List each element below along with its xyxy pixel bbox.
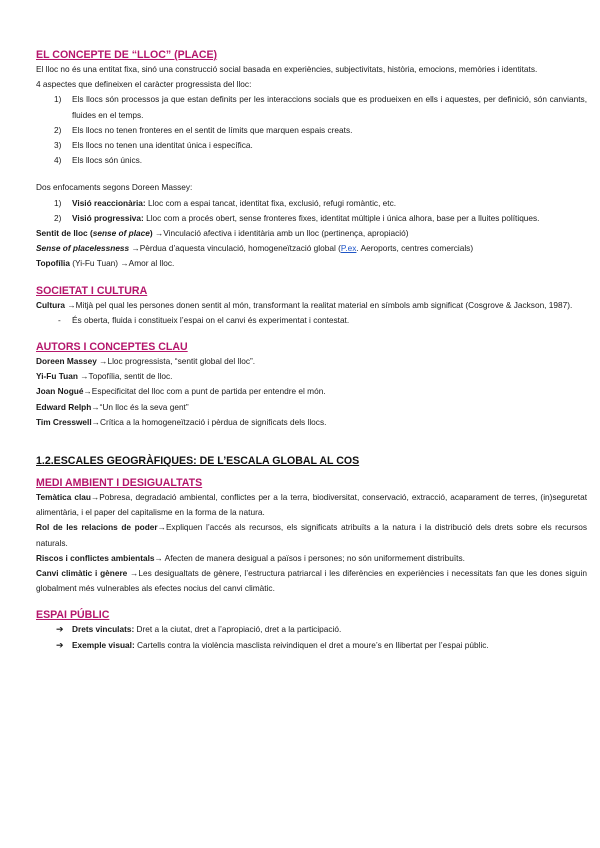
author-item (36, 384, 587, 399)
list-text: Els llocs no tenen fronteres en el sentit de límits que marquen espais creats. (72, 124, 353, 135)
term: Temàtica clau (36, 492, 91, 503)
section-title-autors: AUTORS I CONCEPTES CLAU (36, 341, 188, 354)
definition: →Les desigualtats de gènere, l’estructura patriarcal i les diferències en experiències i necessitats fan que les dones siguin globalment més vulnerables als efectes nocius del canvi climàtic. (36, 568, 588, 594)
cultura-definition (36, 298, 587, 313)
term-paren: sense of place (92, 228, 150, 239)
term: Cultura (36, 299, 66, 310)
list-item (36, 638, 587, 653)
list-item (36, 153, 587, 168)
espai-public-list (36, 622, 587, 652)
author-item (36, 369, 587, 384)
approaches-lead: Dos enfocaments segons Doreen Massey: (36, 182, 193, 193)
list-item (36, 138, 587, 153)
list-item (36, 92, 587, 122)
definition: →Mitjà pel qual les persones donen sentit al món, transformant la realitat material en símbols amb significat (Cosgrove & Jackson, 1987). (65, 299, 573, 310)
list-number: 4) (54, 155, 62, 166)
author-name: Joan Nogué (36, 386, 84, 397)
section-title-escales: 1.2.ESCALES GEOGRÀFIQUES: DE L’ESCALA GLOBAL AL COS (36, 455, 360, 468)
aspects-lead: 4 aspectes que defineixen el caràcter progressista del lloc: (36, 79, 252, 90)
author-name: Tim Cresswell (36, 416, 92, 427)
author-text: →Topofília, sentit de lloc. (77, 371, 173, 382)
definition: → Afecten de manera desigual a països i persones; no són uniformement distribuïts. (154, 552, 465, 563)
bullet-dash: - (58, 314, 61, 325)
medi-item (36, 551, 587, 566)
definition: →Pèrdua d’aquesta vinculació, homogeneïtzació global ( (129, 243, 341, 254)
author-text: →“Un lloc és la seva gent” (91, 401, 189, 412)
medi-item (36, 520, 587, 550)
author-item (36, 415, 587, 430)
author-text: →Crítica a la homogeneïtzació i pèrdua de significats dels llocs. (91, 416, 327, 427)
list-text: Dret a la ciutat, dret a l’apropiació, dret a la participació. (134, 624, 342, 635)
list-text: Cartells contra la violència masclista reivindiquen el dret a moure’s en llibertat per l’espai públic. (134, 639, 489, 650)
arrow-icon: ➔ (56, 639, 64, 650)
term: Drets vinculats: (72, 624, 135, 635)
list-item (36, 196, 587, 211)
list-text: Els llocs són processos ja que estan definits per les interaccions socials que es produeixen en ells i aquestes, per definició, són canviants, fluides en el temps. (72, 94, 587, 120)
list-number: 2) (54, 212, 62, 223)
aspects-list (36, 92, 587, 168)
author-name: Edward Relph (36, 401, 92, 412)
definition: →Expliquen l’accés als recursos, els significats atribuïts a la natura i la distribució dels drets sobre els recursos naturals. (36, 522, 587, 548)
author-item (36, 400, 587, 415)
author-text: →Lloc progressista, “sentit global del lloc”. (96, 356, 256, 367)
list-item (36, 622, 587, 637)
list-item (36, 313, 587, 328)
example-link[interactable]: P.ex (340, 243, 357, 254)
sense-of-place: Sentit de lloc (sense of place) →Vinculació afectiva i identitària amb un lloc (pertinença, apropiació) (36, 228, 409, 239)
arrow-icon: ➔ (56, 624, 64, 635)
term: Exemple visual: (72, 639, 135, 650)
topofilia (36, 256, 587, 271)
term: Visió progressiva: (72, 212, 144, 223)
term: Riscos i conflictes ambientals (36, 552, 155, 563)
definition: →Pobresa, degradació ambiental, conflictes per a la terra, biodiversitat, conservació, extracció, acaparament de terres, (in)seguretat alimentària, i el paper del capitalisme en la forma de la natura. (36, 492, 588, 518)
list-text: Els llocs són únics. (72, 155, 143, 166)
list-number: 1) (54, 197, 62, 208)
term: Canvi climàtic i gènere (36, 568, 128, 579)
author-name: Yi-Fu Tuan (36, 371, 78, 382)
section-title-espai-public: ESPAI PÚBLIC (36, 609, 110, 622)
medi-item (36, 566, 587, 596)
cultura-bullets (36, 313, 587, 328)
medi-item (36, 490, 587, 520)
list-number: 3) (54, 140, 62, 151)
list-item (36, 123, 587, 138)
approaches-list (36, 196, 587, 226)
author-text: →Especificitat del lloc com a punt de partida per entendre el món. (83, 386, 326, 397)
author-item (36, 354, 587, 369)
author-name: Doreen Massey (36, 356, 97, 367)
list-text: Els llocs no tenen una identitat única i específica. (72, 140, 253, 151)
term: Sense of placelessness (36, 243, 130, 254)
definition: →Vinculació afectiva i identitària amb un lloc (pertinença, apropiació) (154, 228, 409, 239)
term: Sentit de lloc (36, 228, 88, 239)
list-text: Lloc com a espai tancat, identitat fixa, exclusió, refugi romàntic, etc. (145, 197, 397, 208)
term: Topofília (36, 258, 70, 269)
term: Visió reaccionària: (72, 197, 146, 208)
definition-tail: . Aeroports, centres comercials) (356, 243, 474, 254)
list-number: 2) (54, 124, 62, 135)
section-title-lloc: EL CONCEPTE DE “LLOC” (PLACE) (36, 49, 218, 61)
lloc-intro: El lloc no és una entitat fixa, sinó una construcció social basada en experiències, subjectivitats, història, emocions, memòries i identitats. (36, 64, 538, 74)
placelessness (36, 241, 587, 256)
document-page (36, 48, 587, 653)
list-text: Lloc com a procés obert, sense fronteres fixes, identitat múltiple i única alhora, base per a lluites polítiques. (143, 212, 540, 223)
list-number: 1) (54, 94, 62, 105)
definition: (Yi-Fu Tuan) →Amor al lloc. (69, 258, 175, 269)
section-title-societat: SOCIETAT I CULTURA (36, 284, 148, 297)
list-text: És oberta, fluida i constitueix l’espai on el canvi és experimentat i contestat. (72, 314, 350, 325)
list-item (36, 211, 587, 226)
section-title-medi-ambient: MEDI AMBIENT I DESIGUALTATS (36, 477, 203, 490)
term: Rol de les relacions de poder (36, 522, 158, 533)
